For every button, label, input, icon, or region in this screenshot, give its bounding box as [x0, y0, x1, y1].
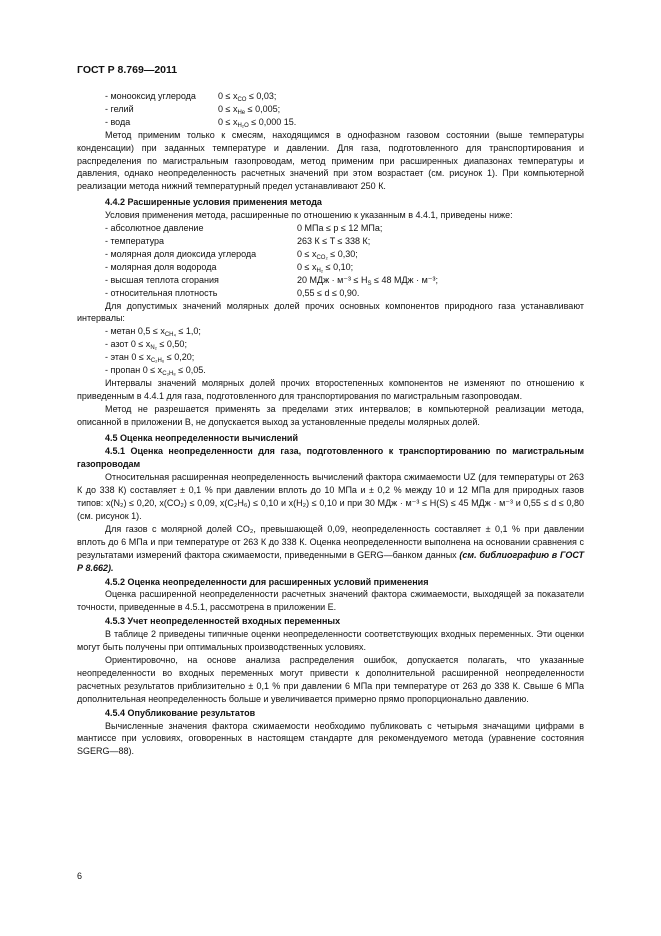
paragraph: Ориентировочно, на основе анализа распределения ошибок, допускается полагать, что указанные неопределенности во входных переменных могут привести к дополнительной расширенной неопределенности расчетных результатов приблизительно ± 0,1 % при давлении 6 МПа при температуре от 263 до 338 К. Свыше 6 МПа дополнительная неопределенность больше и увеличивается примерно прямо пропорционально давлению.: [77, 654, 584, 704]
paragraph: Для газов с молярной долей CO₂, превышающей 0,09, неопределенность составляет ± 0,1 % при давлении вплоть до 6 МПа и при температуре от 263 К до 338 К. Оценка неопределенности выполнена на основании сравнения с результатами измерений фактора сжимаемости, приведенными в GERG—банком данных (см. библиографию в ГОСТ Р 8.662).: [77, 523, 585, 573]
list-item: - температура 263 К ≤ T ≤ 338 К;: [105, 235, 371, 246]
list-item: - относительная плотность 0,55 ≤ d ≤ 0,90.: [105, 287, 360, 298]
list-item: - вода $0 \le x_{H_2O} \le 0,000$ 15.: [105, 116, 297, 129]
paragraph: Интервалы значений молярных долей прочих второстепенных компонентов не изменяют по отношению к приведенным в 4.4.1 для газа, подготовленного для транспортирования по магистральным газопроводам.: [77, 377, 584, 401]
section-heading: 4.4.2 Расширенные условия применения метода: [105, 197, 322, 208]
list-item: - абсолютное давление 0 МПа ≤ p ≤ 12 МПа;: [105, 223, 383, 234]
paragraph: В таблице 2 приведены типичные оценки неопределенности соответствующих входных переменных. Эти оценки могут быть получены при оптимальных производственных условиях.: [77, 629, 584, 653]
paragraph: Метод применим только к смесям, находящимся в однофазном газовом состоянии (выше температуры конденсации) при заданных температуре и давлении. Для газа, подготовленного для транспортирования и распределения по магистральным газопроводам, метод применим при расширенных диапазонах температуры и давления, однако неопределенность расчетных значений при этом возрастает (см. рисунок 1). При компьютерной реализации метода нижний температурный предел устанавливают 250 К.: [77, 129, 584, 192]
section-heading: 4.5.1 Оценка неопределенности для газа, подготовленного к транспортированию по магистральным газопроводам: [77, 446, 584, 470]
section-heading: 4.5.3 Учет неопределенностей входных переменных: [105, 616, 341, 627]
page-number: 6: [77, 871, 83, 881]
paragraph: Оценка расширенной неопределенности расчетных значений фактора сжимаемости, выходящей за показатели точности, приведенные в 4.5.1, рассмотрена в приложении Е.: [77, 589, 584, 613]
list-item: - молярная доля диоксида углерода $0 \le x_{CO_2} \le 0,30$;: [105, 248, 358, 261]
section-heading: 4.5 Оценка неопределенности вычислений: [105, 432, 298, 443]
list-item: - метан $0,5 \le x_{CH_4} \le 1,0$;: [105, 326, 201, 339]
list-item: - высшая теплота сгорания 20 МДж · $м^{-3} \le H_S \le 48$ МДж · м⁻³;: [105, 274, 439, 287]
paragraph: Вычисленные значения фактора сжимаемости необходимо публиковать с четырьмя значащими цифрами в мантиссе при условиях, оговоренных в настоящем стандарте для рекомендуемого метода (уравнение состояния SGERG—88).: [77, 720, 584, 757]
list-item: - монооксид углерода $0 \le x_{CO} \le 0,03$;: [105, 91, 277, 103]
paragraph: Условия применения метода, расширенные по отношению к указанным в 4.4.1, приведены ниже:: [105, 210, 513, 221]
section-heading: 4.5.2 Оценка неопределенности для расширенных условий применения: [105, 576, 429, 587]
list-item: - молярная доля водорода $0 \le x_{H_2} \le 0,10$;: [105, 261, 354, 274]
paragraph: Метод не разрешается применять за пределами этих интервалов; в компьютерной реализации метода, описанной в приложении В, не допускается выход за установленные пределы молярных долей.: [77, 403, 584, 427]
section-heading: 4.5.4 Опубликование результатов: [105, 707, 256, 718]
list-item: - гелий $0 \le x_{He} \le 0,005$;: [105, 103, 281, 116]
page-header: ГОСТ Р 8.769—2011: [77, 64, 178, 76]
paragraph: Относительная расширенная неопределенность вычислений фактора сжимаемости UZ (для температуры от 263 К до 338 К) составляет ± 0,1 % при давлении вплоть до 10 МПа и ± 0,2 % между 10 и 12 МПа для природных газов типов: x(N₂) ≤ 0,20, x(CO₂) ≤ 0,09, x(C₂H₆) ≤ 0,10 и x(H₂) ≤ 0,10 и при 30 МДж · м⁻³ ≤ H(S) ≤ 45 МДж · м⁻³ и 0,55 ≤ d ≤ 0,80 (см. рисунок 1).: [77, 472, 584, 521]
list-item: - азот $0 \le x_{N_2} \le 0,50$;: [105, 339, 187, 352]
page-content: [77, 90, 584, 758]
paragraph: Для допустимых значений молярных долей прочих основных компонентов природного газа устанавливают интервалы:: [77, 300, 584, 324]
list-item: - пропан $0 \le x_{C_3H_8} \le 0,05$.: [105, 365, 206, 378]
list-item: - этан $0 \le x_{C_2H_6} \le 0,20$;: [105, 352, 195, 365]
